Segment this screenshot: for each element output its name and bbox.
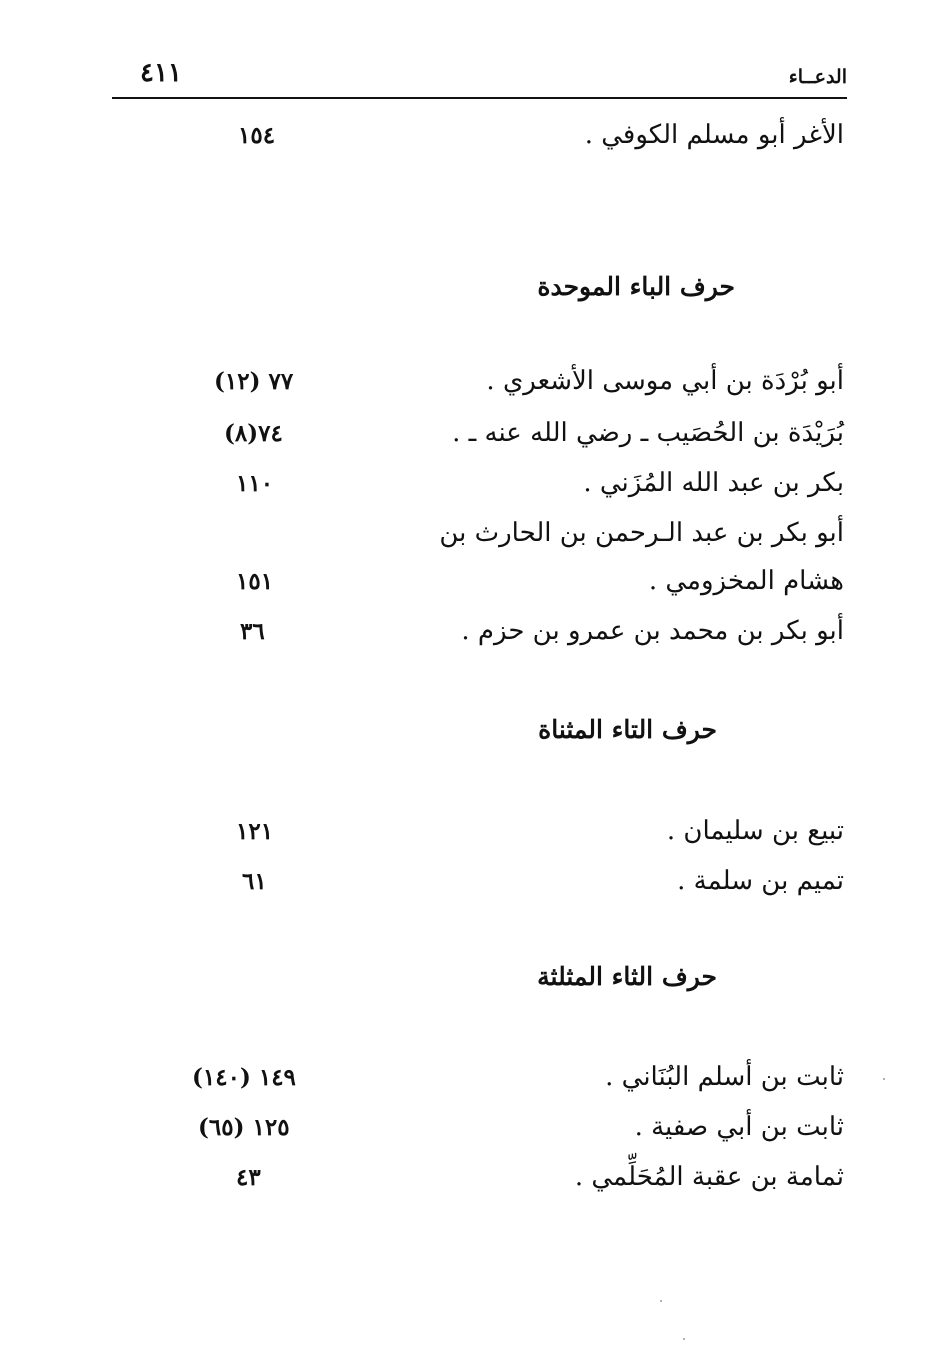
- entry-name: ثابت بن أسلم البُنَاني .: [605, 1062, 844, 1092]
- entry-page-ref: ٧٧ (١٢): [214, 368, 294, 395]
- section-heading-tha: حرف الثاء المثلثة: [537, 962, 717, 991]
- page-number: ٤١١: [140, 58, 182, 88]
- scan-speck: [660, 1300, 662, 1302]
- index-entry: [112, 816, 844, 860]
- header-rule: [112, 97, 847, 99]
- index-entry: [112, 468, 844, 512]
- index-entry: [112, 566, 844, 610]
- entry-name: أبو بُرْدَة بن أبي موسى الأشعري .: [486, 366, 844, 396]
- entry-name: بكر بن عبد الله المُزَني .: [583, 468, 844, 498]
- section-heading-ba: حرف الباء الموحدة: [537, 272, 735, 301]
- entry-name: أبو بكر بن عبد الـرحمن بن الحارث بن: [439, 518, 844, 548]
- entry-page-ref: ١٢١: [236, 818, 274, 845]
- entry-page-ref: ١١٠: [236, 470, 274, 497]
- entry-name: الأغر أبو مسلم الكوفي .: [584, 120, 844, 150]
- index-entry: [112, 366, 844, 410]
- scan-speck: [683, 1338, 685, 1340]
- book-title: الدعــاء: [788, 66, 847, 88]
- entry-name: هشام المخزومي .: [648, 566, 844, 596]
- index-entry: [112, 120, 844, 164]
- entry-page-ref: ١٢٥ (٦٥): [198, 1114, 290, 1141]
- index-entry: [112, 616, 844, 660]
- index-entry: [112, 1112, 844, 1156]
- entry-name: تبيع بن سليمان .: [666, 816, 844, 846]
- section-heading-ta: حرف التاء المثناة: [538, 715, 717, 744]
- index-entry: [112, 866, 844, 910]
- entry-page-ref: ١٤٩ (١٤٠): [192, 1064, 296, 1091]
- entry-name: بُرَيْدَة بن الحُصَيب ـ رضي الله عنه ـ .: [452, 418, 844, 448]
- entry-page-ref: ٤٣: [236, 1164, 261, 1191]
- scan-speck: [883, 1078, 885, 1080]
- entry-page-ref: ٧٤(٨): [224, 420, 283, 447]
- index-entry: [112, 1162, 844, 1206]
- entry-page-ref: ٦١: [242, 868, 267, 895]
- entry-page-ref: ١٥٤: [238, 122, 276, 149]
- entry-page-ref: ٣٦: [240, 618, 265, 645]
- entry-name: أبو بكر بن محمد بن عمرو بن حزم .: [461, 616, 844, 646]
- index-entry: [112, 1062, 844, 1106]
- running-head: [112, 58, 847, 94]
- index-entry: [112, 418, 844, 462]
- entry-page-ref: ١٥١: [236, 568, 274, 595]
- entry-name: تميم بن سلمة .: [677, 866, 844, 896]
- entry-name: ثابت بن أبي صفية .: [634, 1112, 844, 1142]
- index-entry: [112, 518, 844, 562]
- entry-name: ثمامة بن عقبة المُحَلِّمي .: [574, 1162, 844, 1192]
